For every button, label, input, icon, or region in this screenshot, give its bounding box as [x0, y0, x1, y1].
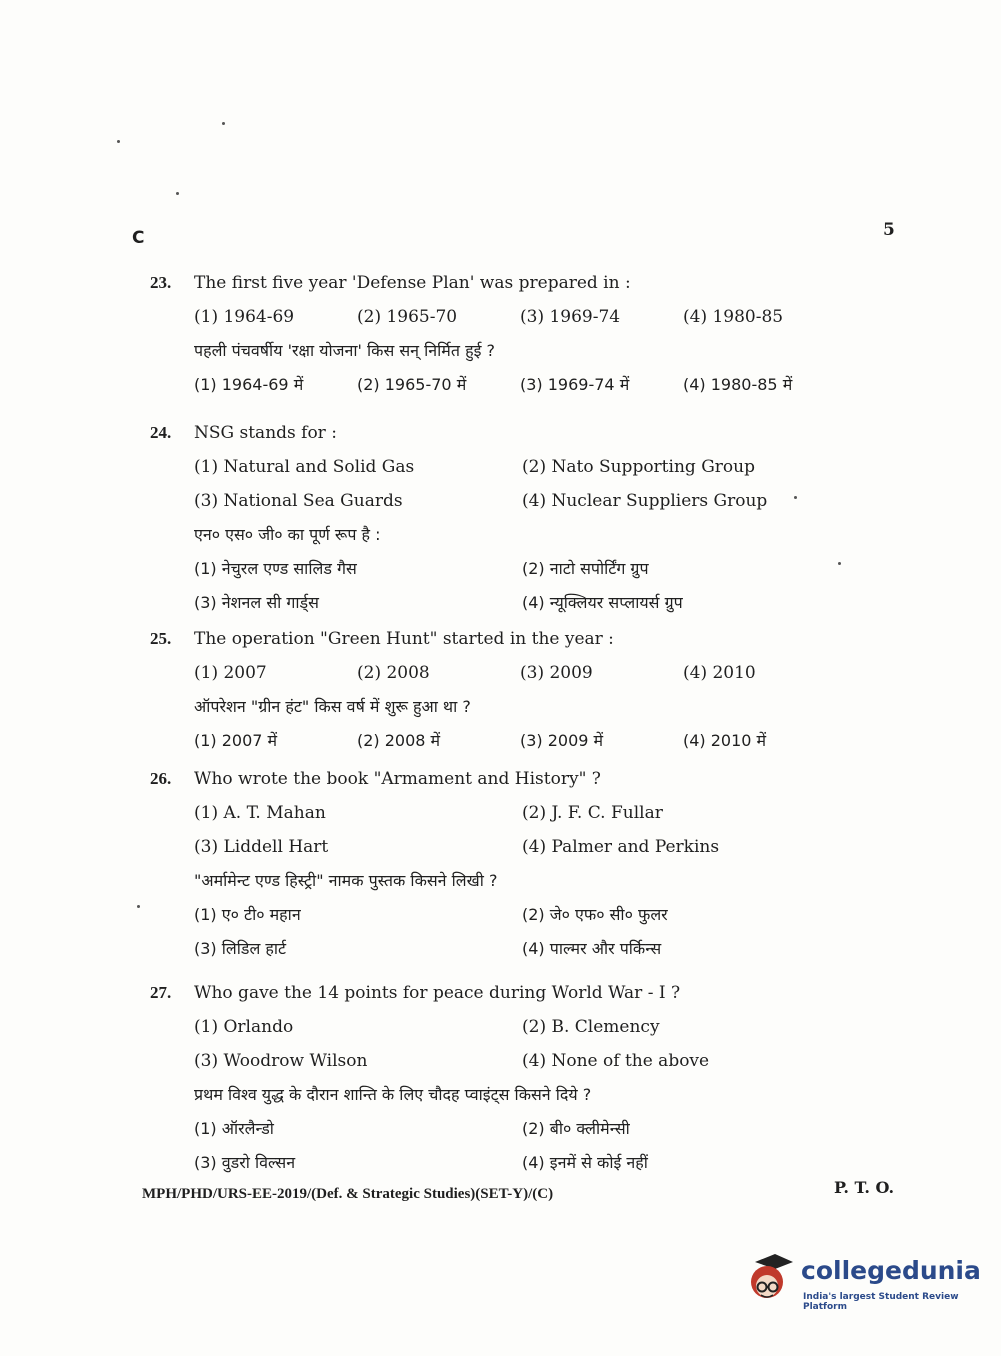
option-hi-4: (4) 2010 में — [683, 731, 767, 750]
question-25 — [150, 622, 850, 758]
question-number: 26. — [150, 769, 172, 788]
option-en-2: (2) B. Clemency — [522, 1017, 660, 1037]
option-hi-4: (4) पाल्मर और पर्किन्स — [522, 939, 662, 958]
question-27 — [150, 976, 850, 1180]
option-hi-1: (1) ए० टी० महान — [194, 905, 301, 924]
question-number: 24. — [150, 423, 172, 442]
option-hi-2: (2) 1965-70 में — [357, 375, 467, 394]
option-hi-3: (3) 1969-74 में — [520, 375, 630, 394]
question-text-en: Who wrote the book "Armament and History" ? — [194, 769, 601, 789]
option-hi-4: (4) न्यूक्लियर सप्लायर्स ग्रुप — [522, 593, 683, 612]
scan-speck — [838, 562, 841, 565]
option-en-1: (1) Orlando — [194, 1017, 294, 1037]
question-text-hi: एन० एस० जी० का पूर्ण रूप है : — [194, 525, 381, 544]
question-26 — [150, 762, 850, 966]
option-en-2: (2) Nato Supporting Group — [522, 457, 755, 477]
question-text-hi: ऑपरेशन "ग्रीन हंट" किस वर्ष में शुरू हुआ था ? — [194, 697, 471, 716]
scan-speck — [137, 905, 140, 908]
option-en-2: (2) J. F. C. Fullar — [522, 803, 663, 823]
mascot-icon — [745, 1252, 797, 1308]
option-hi-1: (1) नेचुरल एण्ड सालिड गैस — [194, 559, 357, 578]
option-en-3: (3) 2009 — [520, 663, 593, 683]
brand-tagline: India's largest Student Review Platform — [803, 1292, 959, 1312]
option-en-1: (1) A. T. Mahan — [194, 803, 326, 823]
question-text-en: The first five year 'Defense Plan' was prepared in : — [194, 273, 631, 293]
option-hi-2: (2) जे० एफ० सी० फुलर — [522, 905, 668, 924]
scan-speck — [117, 140, 120, 143]
option-en-4: (4) Palmer and Perkins — [522, 837, 720, 857]
pto-label: P. T. O. — [834, 1178, 895, 1197]
scan-speck — [176, 192, 179, 195]
option-en-4: (4) Nuclear Suppliers Group — [522, 491, 768, 511]
option-hi-3: (3) वुडरो विल्सन — [194, 1153, 296, 1172]
option-en-2: (2) 2008 — [357, 663, 430, 683]
option-en-1: (1) 2007 — [194, 663, 267, 683]
scan-speck — [222, 122, 225, 125]
option-hi-4: (4) इनमें से कोई नहीं — [522, 1153, 648, 1172]
question-text-hi: "अर्मामेन्ट एण्ड हिस्ट्री" नामक पुस्तक किसने लिखी ? — [194, 871, 498, 890]
set-code: C — [132, 228, 145, 248]
question-text-hi: पहली पंचवर्षीय 'रक्षा योजना' किस सन् निर्मित हुई ? — [194, 341, 496, 360]
option-hi-3: (3) लिडिल हार्ट — [194, 939, 287, 958]
question-number: 25. — [150, 629, 172, 648]
option-en-1: (1) Natural and Solid Gas — [194, 457, 415, 477]
question-text-hi: प्रथम विश्व युद्ध के दौरान शान्ति के लिए चौदह प्वाइंट्स किसने दिये ? — [194, 1085, 592, 1104]
question-24 — [150, 416, 850, 620]
option-en-3: (3) 1969-74 — [520, 307, 621, 327]
option-en-4: (4) 2010 — [683, 663, 756, 683]
question-number: 27. — [150, 983, 172, 1002]
option-hi-2: (2) नाटो सपोर्टिंग ग्रुप — [522, 559, 649, 578]
brand-name: collegedunia — [801, 1256, 981, 1285]
option-hi-1: (1) 2007 में — [194, 731, 278, 750]
question-number: 23. — [150, 273, 172, 292]
option-en-2: (2) 1965-70 — [357, 307, 458, 327]
page-number: 5 — [883, 220, 895, 240]
option-en-3: (3) Woodrow Wilson — [194, 1051, 368, 1071]
option-hi-3: (3) 2009 में — [520, 731, 604, 750]
option-en-4: (4) None of the above — [522, 1051, 710, 1071]
collegedunia-logo — [745, 1252, 981, 1312]
option-hi-1: (1) ऑरलैन्डो — [194, 1119, 274, 1138]
option-en-1: (1) 1964-69 — [194, 307, 295, 327]
question-text-en: Who gave the 14 points for peace during World War - I ? — [194, 983, 681, 1003]
option-en-3: (3) National Sea Guards — [194, 491, 403, 511]
option-hi-4: (4) 1980-85 में — [683, 375, 793, 394]
option-hi-1: (1) 1964-69 में — [194, 375, 304, 394]
option-en-4: (4) 1980-85 — [683, 307, 784, 327]
question-text-en: NSG stands for : — [194, 423, 337, 443]
option-en-3: (3) Liddell Hart — [194, 837, 329, 857]
option-hi-2: (2) बी० क्लीमेन्सी — [522, 1119, 630, 1138]
scan-speck — [794, 496, 797, 499]
paper-code: MPH/PHD/URS-EE-2019/(Def. & Strategic Studies)(SET-Y)/(C) — [142, 1186, 554, 1202]
question-23 — [150, 266, 850, 402]
question-text-en: The operation "Green Hunt" started in the year : — [194, 629, 614, 649]
option-hi-2: (2) 2008 में — [357, 731, 441, 750]
option-hi-3: (3) नेशनल सी गार्ड्स — [194, 593, 319, 612]
